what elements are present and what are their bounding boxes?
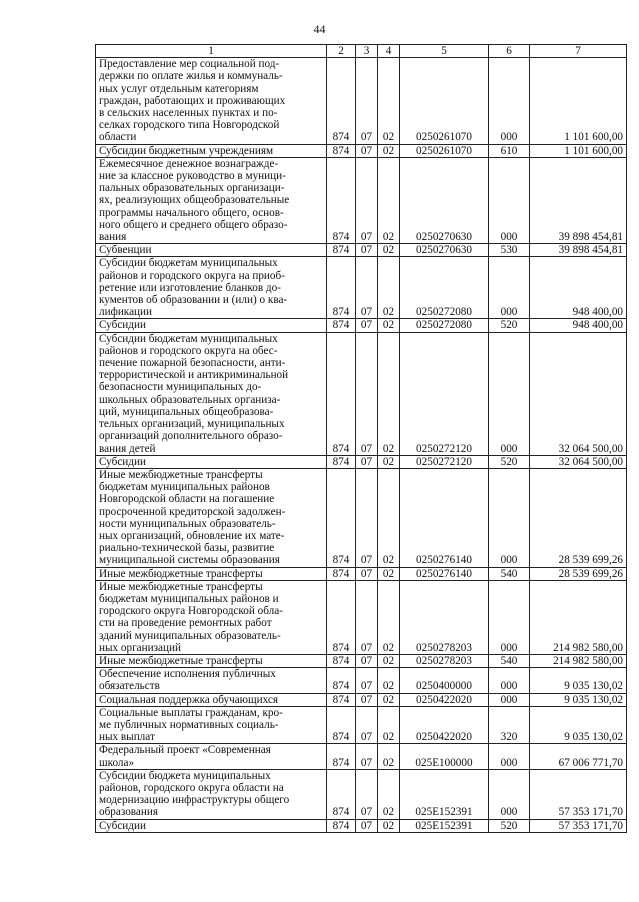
row-name-cell: Социальные выплаты гражданам, кро- ме публичных нормативных социаль- ных выплат: [96, 706, 327, 744]
row-name-cell: Субсидии: [96, 455, 327, 468]
table-row: [96, 706, 627, 744]
grbs-code-cell: 874: [327, 668, 356, 693]
amount-cell: 67 006 771,70: [530, 744, 627, 769]
subsection-code-cell: 02: [378, 319, 400, 332]
amount-cell: 28 539 699,26: [530, 468, 627, 567]
table-header-row: [96, 45, 627, 58]
row-name-cell: Иные межбюджетные трансферты: [96, 567, 327, 580]
expense-type-cell: 520: [489, 819, 530, 832]
budget-table: [95, 44, 627, 833]
grbs-code-cell: 874: [327, 706, 356, 744]
subsection-code-cell: 02: [378, 706, 400, 744]
expense-type-cell: 000: [489, 257, 530, 319]
amount-cell: 9 035 130,02: [530, 668, 627, 693]
column-header: 3: [356, 45, 378, 58]
expense-type-cell: 000: [489, 580, 530, 654]
expense-type-cell: 000: [489, 769, 530, 819]
expense-type-cell: 000: [489, 668, 530, 693]
row-name-cell: Предоставление мер социальной под- держки по оплате жилья и коммуналь- ных услуг отдельным категориям граждан, работающих и проживающих в сельских населенных пунктах и по- селках городского типа Новгородской области: [96, 58, 327, 144]
grbs-code-cell: 874: [327, 693, 356, 706]
row-name-cell: Федеральный проект «Современная школа»: [96, 744, 327, 769]
subsection-code-cell: 02: [378, 580, 400, 654]
subsection-code-cell: 02: [378, 819, 400, 832]
amount-cell: 1 101 600,00: [530, 144, 627, 157]
grbs-code-cell: 874: [327, 455, 356, 468]
expense-type-cell: 540: [489, 654, 530, 667]
grbs-code-cell: 874: [327, 819, 356, 832]
section-code-cell: 07: [356, 244, 378, 257]
table-row: [96, 668, 627, 693]
section-code-cell: 07: [356, 819, 378, 832]
table-row: [96, 769, 627, 819]
section-code-cell: 07: [356, 744, 378, 769]
subsection-code-cell: 02: [378, 455, 400, 468]
table-row: [96, 332, 627, 455]
column-header: 2: [327, 45, 356, 58]
expense-type-cell: 540: [489, 567, 530, 580]
table-row: [96, 654, 627, 667]
table-row: [96, 693, 627, 706]
grbs-code-cell: 874: [327, 654, 356, 667]
column-header: 6: [489, 45, 530, 58]
row-name-cell: Ежемесячное денежное вознагражде- ние за классное руководство в муници- пальных образовательных организаци- ях, реализующих общеобразовательные программы начального общего, основ- ного общего и среднего общего образо- вания: [96, 157, 327, 243]
row-name-cell: Субсидии: [96, 819, 327, 832]
amount-cell: 39 898 454,81: [530, 244, 627, 257]
table-row: [96, 455, 627, 468]
row-name-cell: Иные межбюджетные трансферты: [96, 654, 327, 667]
target-article-cell: 025E152391: [400, 769, 489, 819]
grbs-code-cell: 874: [327, 567, 356, 580]
table-row: [96, 819, 627, 832]
target-article-cell: 025E152391: [400, 819, 489, 832]
section-code-cell: 07: [356, 567, 378, 580]
amount-cell: 32 064 500,00: [530, 332, 627, 455]
section-code-cell: 07: [356, 319, 378, 332]
amount-cell: 32 064 500,00: [530, 455, 627, 468]
target-article-cell: 0250272120: [400, 455, 489, 468]
section-code-cell: 07: [356, 58, 378, 144]
grbs-code-cell: 874: [327, 468, 356, 567]
row-name-cell: Субвенции: [96, 244, 327, 257]
grbs-code-cell: 874: [327, 157, 356, 243]
subsection-code-cell: 02: [378, 244, 400, 257]
expense-type-cell: 520: [489, 455, 530, 468]
section-code-cell: 07: [356, 769, 378, 819]
column-header: 7: [530, 45, 627, 58]
amount-cell: 28 539 699,26: [530, 567, 627, 580]
amount-cell: 9 035 130,02: [530, 693, 627, 706]
target-article-cell: 0250272080: [400, 319, 489, 332]
target-article-cell: 0250270630: [400, 157, 489, 243]
target-article-cell: 0250272120: [400, 332, 489, 455]
row-name-cell: Обеспечение исполнения публичных обязательств: [96, 668, 327, 693]
amount-cell: 214 982 580,00: [530, 654, 627, 667]
target-article-cell: 0250400000: [400, 668, 489, 693]
subsection-code-cell: 02: [378, 144, 400, 157]
subsection-code-cell: 02: [378, 257, 400, 319]
grbs-code-cell: 874: [327, 244, 356, 257]
section-code-cell: 07: [356, 706, 378, 744]
expense-type-cell: 320: [489, 706, 530, 744]
table-row: [96, 244, 627, 257]
table-row: [96, 468, 627, 567]
expense-type-cell: 000: [489, 332, 530, 455]
subsection-code-cell: 02: [378, 654, 400, 667]
expense-type-cell: 000: [489, 468, 530, 567]
row-name-cell: Иные межбюджетные трансферты бюджетам муниципальных районов и городского округа Новгородской обла- сти на проведение ремонтных работ зданий муниципальных образователь- ных организаций: [96, 580, 327, 654]
target-article-cell: 0250422020: [400, 693, 489, 706]
grbs-code-cell: 874: [327, 744, 356, 769]
row-name-cell: Субсидии бюджетам муниципальных районов и городского округа на обес- печение пожарной безопасности, анти- террористической и антикриминальной безопасности муниципальных до- школьных образовательных организа- ций, муниципальных общеобразова- тельных организаций, муниципальных организаций дополнительного образо- вания детей: [96, 332, 327, 455]
row-name-cell: Субсидии бюджета муниципальных районов, городского округа области на модернизацию инфраструктуры общего образования: [96, 769, 327, 819]
row-name-cell: Субсидии бюджетам муниципальных районов и городского округа на приоб- ретение или изготовление бланков до- кументов об образовании и (или) о ква- лификации: [96, 257, 327, 319]
section-code-cell: 07: [356, 257, 378, 319]
target-article-cell: 0250278203: [400, 580, 489, 654]
subsection-code-cell: 02: [378, 567, 400, 580]
target-article-cell: 0250261070: [400, 144, 489, 157]
amount-cell: 39 898 454,81: [530, 157, 627, 243]
grbs-code-cell: 874: [327, 769, 356, 819]
grbs-code-cell: 874: [327, 58, 356, 144]
grbs-code-cell: 874: [327, 332, 356, 455]
row-name-cell: Социальная поддержка обучающихся: [96, 693, 327, 706]
expense-type-cell: 000: [489, 744, 530, 769]
amount-cell: 57 353 171,70: [530, 769, 627, 819]
target-article-cell: 0250422020: [400, 706, 489, 744]
expense-type-cell: 000: [489, 693, 530, 706]
row-name-cell: Иные межбюджетные трансферты бюджетам муниципальных районов Новгородской области на погашение просроченной кредиторской задолжен- ности муниципальных образователь- ных организаций, обновление их мате- риально-технической базы, развитие муниципальной системы образования: [96, 468, 327, 567]
expense-type-cell: 000: [489, 58, 530, 144]
table-row: [96, 580, 627, 654]
column-header: 1: [96, 45, 327, 58]
amount-cell: 1 101 600,00: [530, 58, 627, 144]
section-code-cell: 07: [356, 157, 378, 243]
expense-type-cell: 610: [489, 144, 530, 157]
target-article-cell: 0250276140: [400, 567, 489, 580]
section-code-cell: 07: [356, 144, 378, 157]
target-article-cell: 0250261070: [400, 58, 489, 144]
section-code-cell: 07: [356, 654, 378, 667]
section-code-cell: 07: [356, 668, 378, 693]
subsection-code-cell: 02: [378, 693, 400, 706]
column-header: 5: [400, 45, 489, 58]
table-row: [96, 58, 627, 144]
amount-cell: 57 353 171,70: [530, 819, 627, 832]
target-article-cell: 0250272080: [400, 257, 489, 319]
expense-type-cell: 520: [489, 319, 530, 332]
grbs-code-cell: 874: [327, 144, 356, 157]
section-code-cell: 07: [356, 468, 378, 567]
target-article-cell: 025E100000: [400, 744, 489, 769]
subsection-code-cell: 02: [378, 332, 400, 455]
table-row: [96, 744, 627, 769]
grbs-code-cell: 874: [327, 580, 356, 654]
subsection-code-cell: 02: [378, 157, 400, 243]
amount-cell: 9 035 130,02: [530, 706, 627, 744]
page-number: 44: [313, 22, 326, 36]
subsection-code-cell: 02: [378, 769, 400, 819]
amount-cell: 948 400,00: [530, 319, 627, 332]
section-code-cell: 07: [356, 455, 378, 468]
subsection-code-cell: 02: [378, 58, 400, 144]
section-code-cell: 07: [356, 580, 378, 654]
table-row: [96, 157, 627, 243]
section-code-cell: 07: [356, 693, 378, 706]
table-row: [96, 567, 627, 580]
column-header: 4: [378, 45, 400, 58]
amount-cell: 214 982 580,00: [530, 580, 627, 654]
table-row: [96, 144, 627, 157]
expense-type-cell: 530: [489, 244, 530, 257]
target-article-cell: 0250276140: [400, 468, 489, 567]
target-article-cell: 0250270630: [400, 244, 489, 257]
table-row: [96, 257, 627, 319]
table-row: [96, 319, 627, 332]
section-code-cell: 07: [356, 332, 378, 455]
grbs-code-cell: 874: [327, 319, 356, 332]
subsection-code-cell: 02: [378, 744, 400, 769]
row-name-cell: Субсидии бюджетным учреждениям: [96, 144, 327, 157]
amount-cell: 948 400,00: [530, 257, 627, 319]
expense-type-cell: 000: [489, 157, 530, 243]
target-article-cell: 0250278203: [400, 654, 489, 667]
subsection-code-cell: 02: [378, 668, 400, 693]
row-name-cell: Субсидии: [96, 319, 327, 332]
grbs-code-cell: 874: [327, 257, 356, 319]
subsection-code-cell: 02: [378, 468, 400, 567]
